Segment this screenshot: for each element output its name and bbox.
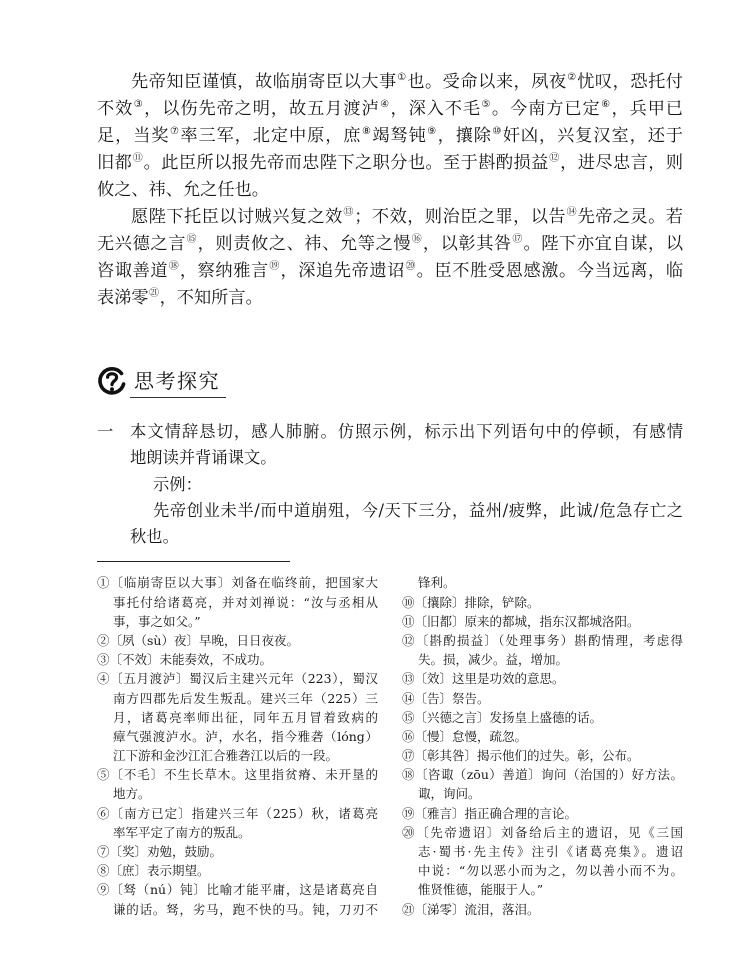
footnote-line: ⑮〔兴德之言〕发扬皇上盛德的话。	[402, 709, 603, 725]
text-run: 。陛下亦宜自谋，以	[523, 234, 684, 254]
text-run: ，以伤先帝之明，故五月渡泸	[144, 99, 380, 119]
footnote-ref-marker: ⑳	[405, 260, 417, 272]
footnote-line: ⑥〔南方已定〕指建兴三年（225）秋，诸葛亮	[97, 805, 378, 821]
passage-line	[97, 204, 683, 231]
example-label: 示例：	[153, 474, 202, 494]
footnote-line: 惟贤惟德，能服于人。”	[418, 882, 544, 898]
question-line	[97, 419, 683, 445]
footnote-ref-marker: ⑪	[132, 152, 144, 164]
passage-line	[97, 150, 683, 177]
text-run: 足，当奖	[97, 126, 170, 146]
footnote-line: ⑭〔告〕祭告。	[402, 690, 490, 706]
example-label-line	[97, 472, 683, 498]
text-run: 先帝知臣谨慎，故临崩寄臣以大事	[131, 72, 397, 92]
text-run: ，则责攸之、祎、允等之慢	[197, 234, 412, 254]
passage-line	[97, 231, 683, 258]
footnote-ref-marker: ④	[380, 98, 390, 110]
text-run: ，不知所言。	[159, 288, 263, 308]
footnote-line: ③〔不效〕未能奏效，不成功。	[97, 652, 273, 668]
footnote-line: 率军平定了南方的叛乱。	[113, 824, 251, 840]
footnote-line: ②〔夙（sù）夜〕早晚，日日夜夜。	[97, 632, 299, 648]
footnote-line: ④〔五月渡泸〕蜀汉后主建兴元年（223），蜀汉	[97, 671, 378, 687]
footnote-line: 中说：“勿以恶小而为之，勿以善小而不为。	[418, 863, 683, 879]
passage-line	[97, 258, 683, 285]
footnote-line: ⑳〔先帝遗诏〕刘备给后主的遗诏，见《三国	[402, 824, 683, 840]
text-run: ，深入不毛	[390, 99, 482, 119]
exercise-question	[97, 419, 683, 550]
footnote-ref-marker: ⑫	[549, 152, 560, 164]
footnote-line: 江下游和金沙江汇合雅砻江以后的一段。	[113, 748, 339, 764]
footnote-line: 瘴气强渡泸水。泸，水名，指今雅砻（lóng）	[113, 728, 378, 744]
footnote-line: ①〔临崩寄臣以大事〕刘备在临终前，把国家大	[97, 575, 378, 591]
footnote-ref-marker: ⑬	[343, 206, 354, 218]
text-run: ；不效，则治臣之罪，以告	[354, 207, 567, 227]
text-run: ，深追先帝遗诏	[280, 261, 406, 281]
text-run: 攸之、祎、允之任也。	[97, 180, 269, 200]
footnote-line: ⑨〔驽（nú）钝〕比喻才能平庸，这是诸葛亮自	[97, 882, 378, 898]
text-run: ，兵甲已	[611, 99, 683, 119]
footnote-ref-marker: ③	[133, 98, 144, 110]
text-run: 也。受命以来，夙夜	[407, 72, 567, 92]
footnote-line: 地方。	[113, 786, 151, 802]
question-circle-icon	[97, 366, 127, 396]
text-run: 奸凶，兴复汉室，还于	[502, 126, 683, 146]
text-run: ，攘除	[437, 126, 492, 146]
text-run: ，进尽忠言，则	[560, 153, 684, 173]
text-run: 咨诹善道	[97, 261, 169, 281]
text-run: ，察纳雅言	[179, 261, 269, 281]
passage-line	[97, 123, 683, 150]
example-line: 先帝创业未半/而中道崩殂，今/天下三分，益州/疲弊，此诚/危急存亡之	[153, 500, 683, 520]
text-run: 表涕零	[97, 288, 149, 308]
footnote-line: 谦的话。驽，劣马，跑不快的马。钝，刀刃不	[113, 901, 378, 917]
text-run: 忧叹，恐托付	[577, 72, 683, 92]
text-run: ，以彰其咎	[422, 234, 512, 254]
footnote-ref-marker: ⑮	[186, 233, 198, 245]
footnote-ref-marker: ⑭	[566, 206, 578, 218]
footnote-line: 南方四郡先后发生叛乱。建兴三年（225）三	[113, 690, 378, 706]
question-line	[97, 445, 683, 471]
footnote-line: ⑦〔奖〕劝勉，鼓励。	[97, 844, 223, 860]
footnote-ref-marker: ⑦	[169, 125, 180, 137]
footnote-line: 失。损，减少。益，增加。	[418, 652, 569, 668]
footnote-ref-marker: ⑤	[481, 98, 492, 110]
text-run: 愿陛下托臣以讨贼兴复之效	[131, 207, 343, 227]
passage-line	[97, 96, 683, 123]
footnote-line: 志·蜀书·先主传》注引《诸葛亮集》。遗诏	[418, 844, 683, 860]
footnote-ref-marker: ⑧	[361, 125, 372, 137]
section-heading	[97, 366, 237, 399]
passage-text	[97, 69, 683, 312]
footnote-ref-marker: ⑨	[427, 125, 438, 137]
footnote-line: 诹，询问。	[418, 786, 481, 802]
passage-line	[97, 285, 683, 312]
footnote-ref-marker: ⑯	[411, 233, 423, 245]
heading-underline	[130, 397, 226, 398]
footnote-ref-marker: ⑥	[601, 98, 611, 110]
footnote-ref-marker: ⑲	[269, 260, 280, 272]
footnotes-left-column	[97, 573, 378, 918]
footnote-line: ⑧〔庶〕表示期望。	[97, 863, 210, 879]
footnote-divider	[97, 561, 290, 562]
footnote-line: ⑲〔雅言〕指正确合理的言论。	[402, 805, 578, 821]
text-run: 。此臣所以报先帝而忠陛下之职分也。至于斟酌损益	[143, 153, 549, 173]
footnote-line: 锋利。	[418, 575, 456, 591]
footnote-ref-marker: ⑱	[168, 260, 180, 272]
footnote-line: ⑯〔慢〕怠慢，疏忽。	[402, 728, 528, 744]
text-run: 率三军，北定中原，庶	[180, 126, 362, 146]
example-line: 秋也。	[130, 527, 179, 547]
footnote-line: 月，诸葛亮率师出征，同年五月冒着致病的	[113, 709, 378, 725]
question-text: 地朗读并背诵课文。	[130, 448, 277, 468]
footnote-line: ⑬〔效〕这里是功效的意思。	[402, 671, 565, 687]
text-run: 先帝之灵。若	[577, 207, 683, 227]
passage-line	[97, 69, 683, 96]
footnote-line: ⑫〔斟酌损益〕（处理事务）斟酌情理，考虑得	[402, 632, 683, 648]
footnote-line: ⑱〔咨诹（zōu）善道〕询问（治国的）好方法。	[402, 767, 683, 783]
text-run: 不效	[97, 99, 134, 119]
footnote-line: ⑤〔不毛〕不生长草木。这里指贫瘠、未开垦的	[97, 767, 378, 783]
footnote-line: ㉑〔涕零〕流泪，落泪。	[402, 901, 540, 917]
footnotes-right-column	[402, 573, 683, 918]
section-title: 思考探究	[134, 369, 220, 393]
footnote-line: ⑪〔旧都〕原来的都城，指东汉都城洛阳。	[402, 613, 640, 629]
footnote-ref-marker: ㉑	[149, 287, 160, 299]
footnote-line: 事，事之如父。”	[113, 613, 201, 629]
footnote-line: ⑩〔攘除〕排除，铲除。	[402, 594, 540, 610]
text-run: 。今南方已定	[491, 99, 601, 119]
footnote-ref-marker: ②	[567, 71, 577, 83]
question-text: 本文情辞恳切，感人肺腑。仿照示例，标示出下列语句中的停顿，有感情	[130, 422, 683, 441]
passage-line	[97, 177, 683, 204]
footnote-ref-marker: ①	[397, 71, 407, 83]
footnote-ref-marker: ⑰	[512, 233, 523, 245]
footnote-line: 事托付给诸葛亮，并对刘禅说：“汝与丞相从	[113, 594, 378, 610]
question-number: 一	[97, 422, 114, 441]
footnote-ref-marker: ⑩	[492, 125, 503, 137]
text-run: 无兴德之言	[97, 234, 186, 254]
footnote-line: ⑰〔彰其咎〕揭示他们的过失。彰，公布。	[402, 748, 640, 764]
text-run: 竭驽钝	[372, 126, 427, 146]
text-run: 旧都	[97, 153, 133, 173]
text-run: 。臣不胜受恩感激。今当远离，临	[416, 261, 684, 281]
